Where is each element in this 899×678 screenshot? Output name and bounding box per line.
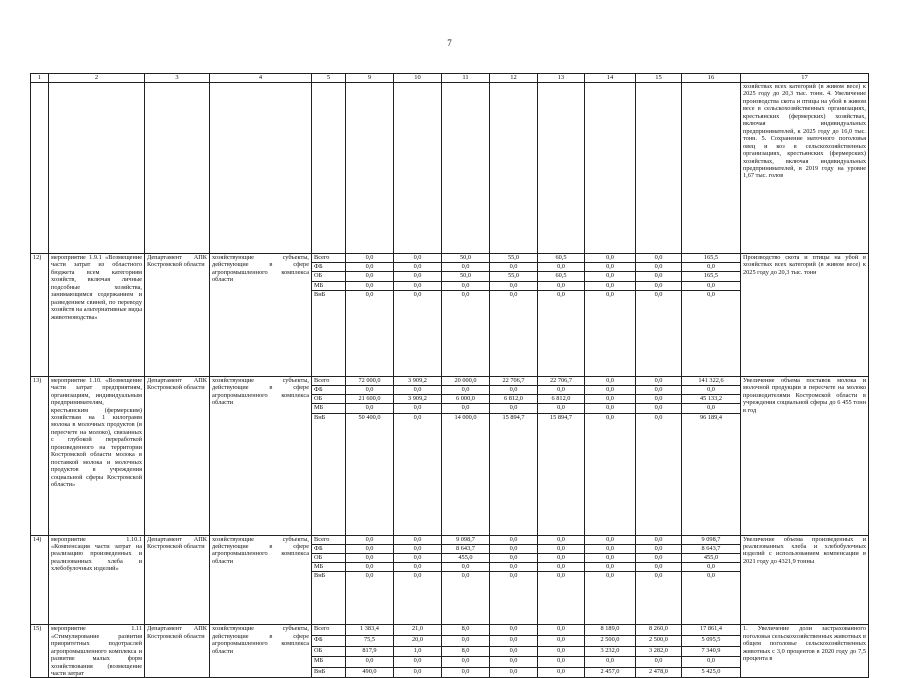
funding-source-label: МБ bbox=[312, 657, 346, 668]
carryover-empty-cell bbox=[49, 83, 145, 254]
amount-cell: 9 098,7 bbox=[442, 535, 490, 544]
funding-source-label: Всего bbox=[312, 376, 346, 385]
amount-cell: 0,0 bbox=[346, 263, 394, 272]
amount-cell: 0,0 bbox=[490, 625, 538, 636]
column-number-header: 3 bbox=[145, 74, 210, 83]
column-number-header: 10 bbox=[394, 74, 442, 83]
column-number-header: 16 bbox=[682, 74, 741, 83]
funding-source-label: ОБ bbox=[312, 646, 346, 657]
amount-cell: 0,0 bbox=[636, 413, 682, 535]
amount-cell: 6 000,0 bbox=[442, 395, 490, 404]
carryover-empty-cell bbox=[442, 83, 490, 254]
amount-cell: 5 095,5 bbox=[682, 635, 741, 646]
amount-cell: 0,0 bbox=[636, 563, 682, 572]
column-number-header: 12 bbox=[490, 74, 538, 83]
amount-cell: 0,0 bbox=[490, 572, 538, 625]
amount-cell: 0,0 bbox=[585, 272, 636, 281]
amount-cell: 0,0 bbox=[346, 404, 394, 413]
funding-source-label: ВнБ bbox=[312, 667, 346, 678]
amount-cell: 817,9 bbox=[346, 646, 394, 657]
amount-cell: 165,5 bbox=[682, 272, 741, 281]
amount-cell: 0,0 bbox=[682, 281, 741, 290]
amount-cell: 0,0 bbox=[394, 404, 442, 413]
funding-source-label: ФБ bbox=[312, 263, 346, 272]
funding-source-row bbox=[31, 625, 869, 636]
funding-source-row bbox=[31, 535, 869, 544]
amount-cell: 0,0 bbox=[346, 657, 394, 668]
amount-cell: 0,0 bbox=[442, 281, 490, 290]
participants-cell: хозяйствующие субъекты, действующие в сфере агропромышленного комплекса области bbox=[210, 376, 312, 535]
column-numbers-row bbox=[31, 74, 869, 83]
amount-cell: 0,0 bbox=[346, 254, 394, 263]
amount-cell: 8,0 bbox=[442, 646, 490, 657]
amount-cell: 3 232,0 bbox=[585, 646, 636, 657]
amount-cell: 0,0 bbox=[538, 535, 585, 544]
carryover-empty-cell bbox=[490, 83, 538, 254]
amount-cell: 0,0 bbox=[346, 553, 394, 562]
participants-cell: хозяйствующие субъекты, действующие в сфере агропромышленного комплекса области bbox=[210, 625, 312, 678]
amount-cell: 0,0 bbox=[394, 413, 442, 535]
amount-cell: 2 478,0 bbox=[636, 667, 682, 678]
amount-cell: 0,0 bbox=[538, 263, 585, 272]
amount-cell: 0,0 bbox=[585, 553, 636, 562]
amount-cell: 0,0 bbox=[394, 290, 442, 376]
amount-cell: 0,0 bbox=[585, 395, 636, 404]
amount-cell: 490,0 bbox=[346, 667, 394, 678]
measure-number-cell: 15) bbox=[31, 625, 49, 678]
expected-result-cell: Увеличение объема произведенных и реализованных хлеба и хлебобулочных изделий с использованием компенсации в 2021 году до 4321,9 тонны bbox=[741, 535, 869, 625]
amount-cell: 8,0 bbox=[442, 625, 490, 636]
column-number-header: 13 bbox=[538, 74, 585, 83]
amount-cell: 0,0 bbox=[490, 281, 538, 290]
amount-cell: 0,0 bbox=[585, 385, 636, 394]
executor-cell: Департамент АПК Костромской области bbox=[145, 254, 210, 377]
amount-cell: 22 706,7 bbox=[490, 376, 538, 385]
amount-cell: 0,0 bbox=[394, 553, 442, 562]
amount-cell: 0,0 bbox=[346, 385, 394, 394]
amount-cell: 0,0 bbox=[538, 572, 585, 625]
column-number-header: 5 bbox=[312, 74, 346, 83]
column-number-header: 9 bbox=[346, 74, 394, 83]
participants-cell: хозяйствующие субъекты, действующие в сфере агропромышленного комплекса области bbox=[210, 535, 312, 625]
amount-cell: 0,0 bbox=[346, 544, 394, 553]
executor-cell: Департамент АПК Костромской области bbox=[145, 376, 210, 535]
carryover-empty-cell bbox=[636, 83, 682, 254]
amount-cell: 50,0 bbox=[442, 254, 490, 263]
amount-cell: 0,0 bbox=[442, 263, 490, 272]
amount-cell: 0,0 bbox=[636, 395, 682, 404]
measure-description-cell: мероприятие 1.10. «Возмещение части затрат предприятиям, организациям, индивидуальным предпринимателям, крестьянским (фермерским) хозяйствам на 1 килограмм молока в молочных продуктов (в пересчете на молоко), связанных с глубокой переработкой произведенного на территории Костромской области молока в поставкой молока и молочных продуктов в учреждения социальной сферы Костромской области» bbox=[49, 376, 145, 535]
amount-cell: 0,0 bbox=[346, 563, 394, 572]
amount-cell: 22 706,7 bbox=[538, 376, 585, 385]
amount-cell: 0,0 bbox=[538, 404, 585, 413]
amount-cell: 1,0 bbox=[394, 646, 442, 657]
amount-cell: 0,0 bbox=[394, 667, 442, 678]
amount-cell: 7 340,9 bbox=[682, 646, 741, 657]
amount-cell: 72 000,0 bbox=[346, 376, 394, 385]
amount-cell: 0,0 bbox=[394, 535, 442, 544]
carryover-result-cell: хозяйствах всех категорий (в живом весе) к 2025 году до 20,3 тыс. тонн. 4. Увеличение производства скота и птицы на убой в живом весе в сельскохозяйственных организациях, крестьянских (фермерских) хозяйствах, включая индивидуальных предпринимателей, к 2025 году до 16,0 тыс. тонн. 5. Сохранение маточного поголовья овец и коз в сельскохозяйственных организациях, крестьянских (фермерских) хозяйствах, включая индивидуальных предпринимателей, в 2019 году на уровне 1,67 тыс. голов bbox=[741, 83, 869, 254]
amount-cell: 0,0 bbox=[585, 254, 636, 263]
page-number: 7 bbox=[447, 38, 452, 48]
measure-number-cell: 14) bbox=[31, 535, 49, 625]
amount-cell: 0,0 bbox=[636, 385, 682, 394]
amount-cell: 0,0 bbox=[636, 281, 682, 290]
amount-cell: 0,0 bbox=[538, 553, 585, 562]
amount-cell: 0,0 bbox=[636, 254, 682, 263]
funding-source-label: ФБ bbox=[312, 385, 346, 394]
expected-result-cell: Производство скота и птицы на убой в хозяйствах всех категорий (в живом весе) к 2025 году до 20,3 тыс. тонн bbox=[741, 254, 869, 377]
amount-cell: 0,0 bbox=[442, 657, 490, 668]
amount-cell: 0,0 bbox=[394, 657, 442, 668]
carryover-empty-cell bbox=[210, 83, 312, 254]
amount-cell: 0,0 bbox=[490, 263, 538, 272]
executor-cell: Департамент АПК Костромской области bbox=[145, 625, 210, 678]
amount-cell: 0,0 bbox=[682, 263, 741, 272]
amount-cell: 0,0 bbox=[442, 404, 490, 413]
funding-source-label: ОБ bbox=[312, 272, 346, 281]
funding-source-row bbox=[31, 376, 869, 385]
amount-cell: 8 260,0 bbox=[636, 625, 682, 636]
amount-cell: 55,0 bbox=[490, 272, 538, 281]
amount-cell: 8 643,7 bbox=[442, 544, 490, 553]
amount-cell: 3 282,0 bbox=[636, 646, 682, 657]
amount-cell: 60,5 bbox=[538, 272, 585, 281]
amount-cell: 0,0 bbox=[538, 281, 585, 290]
column-number-header: 14 bbox=[585, 74, 636, 83]
measure-number-cell: 13) bbox=[31, 376, 49, 535]
amount-cell: 0,0 bbox=[585, 281, 636, 290]
amount-cell: 0,0 bbox=[538, 667, 585, 678]
amount-cell: 0,0 bbox=[490, 385, 538, 394]
amount-cell: 0,0 bbox=[394, 263, 442, 272]
amount-cell: 0,0 bbox=[585, 572, 636, 625]
amount-cell: 0,0 bbox=[538, 635, 585, 646]
funding-source-label: МБ bbox=[312, 281, 346, 290]
carryover-empty-cell bbox=[394, 83, 442, 254]
amount-cell: 1 383,4 bbox=[346, 625, 394, 636]
funding-source-label: Всего bbox=[312, 535, 346, 544]
funding-source-label: ОБ bbox=[312, 553, 346, 562]
amount-cell: 0,0 bbox=[394, 572, 442, 625]
amount-cell: 14 000,0 bbox=[442, 413, 490, 535]
amount-cell: 55,0 bbox=[490, 254, 538, 263]
expected-result-cell: Увеличение объема поставок молока и молочной продукции в пересчете на молоко производителями Костромской области в учреждения социальной сферы до 6 455 тонн в год bbox=[741, 376, 869, 535]
funding-source-label: Всего bbox=[312, 254, 346, 263]
measure-description-cell: мероприятие 1.10.1 «Компенсация части затрат на реализацию произведенных и реализованных хлеба и хлебобулочных изделий» bbox=[49, 535, 145, 625]
column-number-header: 2 bbox=[49, 74, 145, 83]
amount-cell: 0,0 bbox=[585, 404, 636, 413]
funding-source-label: МБ bbox=[312, 563, 346, 572]
column-number-header: 11 bbox=[442, 74, 490, 83]
amount-cell: 0,0 bbox=[636, 404, 682, 413]
amount-cell: 0,0 bbox=[442, 385, 490, 394]
amount-cell: 45 133,2 bbox=[682, 395, 741, 404]
amount-cell: 0,0 bbox=[490, 563, 538, 572]
amount-cell: 0,0 bbox=[682, 290, 741, 376]
amount-cell: 0,0 bbox=[490, 657, 538, 668]
amount-cell: 455,0 bbox=[442, 553, 490, 562]
amount-cell: 15 894,7 bbox=[490, 413, 538, 535]
column-number-header: 4 bbox=[210, 74, 312, 83]
amount-cell: 21,0 bbox=[394, 625, 442, 636]
amount-cell: 0,0 bbox=[394, 272, 442, 281]
amount-cell: 0,0 bbox=[636, 535, 682, 544]
amount-cell: 0,0 bbox=[346, 290, 394, 376]
amount-cell: 20,0 bbox=[394, 635, 442, 646]
amount-cell: 0,0 bbox=[636, 553, 682, 562]
amount-cell: 0,0 bbox=[682, 563, 741, 572]
amount-cell: 50 400,0 bbox=[346, 413, 394, 535]
amount-cell: 0,0 bbox=[442, 290, 490, 376]
amount-cell: 2 457,0 bbox=[585, 667, 636, 678]
measure-description-cell: мероприятие 1.11 «Стимулирование развития приоритетных подотраслей агропромышленного комплекса и развитие малых форм хозяйствования (возмещение части затрат bbox=[49, 625, 145, 678]
funding-source-label: ВнБ bbox=[312, 413, 346, 535]
funding-source-row bbox=[31, 254, 869, 263]
carryover-empty-cell bbox=[346, 83, 394, 254]
measure-description-cell: мероприятие 1.9.1 «Возмещение части затрат из областного бюджета всем категориям хозяйств, включая личные подсобные хозяйства, занимающимся содержанием и разведением свиней, по переводу хозяйств на альтернативные виды животноводства» bbox=[49, 254, 145, 377]
amount-cell: 0,0 bbox=[490, 535, 538, 544]
amount-cell: 0,0 bbox=[585, 290, 636, 376]
carryover-empty-cell bbox=[145, 83, 210, 254]
amount-cell: 0,0 bbox=[490, 544, 538, 553]
amount-cell: 8 643,7 bbox=[682, 544, 741, 553]
amount-cell: 75,5 bbox=[346, 635, 394, 646]
amount-cell: 17 861,4 bbox=[682, 625, 741, 636]
amount-cell: 0,0 bbox=[490, 404, 538, 413]
column-number-header: 1 bbox=[31, 74, 49, 83]
amount-cell: 0,0 bbox=[394, 385, 442, 394]
funding-source-label: ОБ bbox=[312, 395, 346, 404]
amount-cell: 5 425,0 bbox=[682, 667, 741, 678]
funding-source-label: Всего bbox=[312, 625, 346, 636]
carryover-empty-cell bbox=[538, 83, 585, 254]
amount-cell: 0,0 bbox=[490, 290, 538, 376]
amount-cell: 0,0 bbox=[538, 385, 585, 394]
amount-cell: 0,0 bbox=[585, 376, 636, 385]
amount-cell: 20 000,0 bbox=[442, 376, 490, 385]
amount-cell: 141 322,6 bbox=[682, 376, 741, 385]
funding-source-label: ФБ bbox=[312, 544, 346, 553]
amount-cell: 15 894,7 bbox=[538, 413, 585, 535]
program-measures-table bbox=[30, 73, 869, 678]
amount-cell: 0,0 bbox=[490, 553, 538, 562]
carryover-row bbox=[31, 83, 869, 254]
amount-cell: 0,0 bbox=[394, 563, 442, 572]
funding-source-label: ВнБ bbox=[312, 572, 346, 625]
amount-cell: 0,0 bbox=[442, 667, 490, 678]
column-number-header: 17 bbox=[741, 74, 869, 83]
amount-cell: 0,0 bbox=[585, 657, 636, 668]
amount-cell: 50,0 bbox=[442, 272, 490, 281]
amount-cell: 6 812,0 bbox=[490, 395, 538, 404]
amount-cell: 0,0 bbox=[538, 544, 585, 553]
amount-cell: 0,0 bbox=[538, 657, 585, 668]
funding-source-label: МБ bbox=[312, 404, 346, 413]
amount-cell: 2 500,0 bbox=[585, 635, 636, 646]
carryover-empty-cell bbox=[312, 83, 346, 254]
carryover-empty-cell bbox=[31, 83, 49, 254]
amount-cell: 9 098,7 bbox=[682, 535, 741, 544]
amount-cell: 0,0 bbox=[490, 667, 538, 678]
amount-cell: 0,0 bbox=[585, 535, 636, 544]
amount-cell: 6 812,0 bbox=[538, 395, 585, 404]
amount-cell: 0,0 bbox=[538, 646, 585, 657]
amount-cell: 0,0 bbox=[636, 290, 682, 376]
amount-cell: 0,0 bbox=[442, 563, 490, 572]
amount-cell: 2 500,0 bbox=[636, 635, 682, 646]
amount-cell: 0,0 bbox=[585, 544, 636, 553]
amount-cell: 0,0 bbox=[490, 635, 538, 646]
amount-cell: 0,0 bbox=[682, 404, 741, 413]
amount-cell: 0,0 bbox=[346, 535, 394, 544]
amount-cell: 0,0 bbox=[442, 572, 490, 625]
amount-cell: 0,0 bbox=[636, 263, 682, 272]
funding-source-label: ВнБ bbox=[312, 290, 346, 376]
amount-cell: 0,0 bbox=[346, 272, 394, 281]
expected-result-cell: 1. Увеличение доли застрахованного поголовья сельскохозяйственных животных в общем поголовье сельскохозяйственных животных с 3,0 процентов в 2020 году до 7,5 процента в bbox=[741, 625, 869, 678]
amount-cell: 0,0 bbox=[490, 646, 538, 657]
column-number-header: 15 bbox=[636, 74, 682, 83]
amount-cell: 0,0 bbox=[538, 290, 585, 376]
amount-cell: 0,0 bbox=[636, 376, 682, 385]
amount-cell: 0,0 bbox=[636, 272, 682, 281]
measure-number-cell: 12) bbox=[31, 254, 49, 377]
amount-cell: 8 189,0 bbox=[585, 625, 636, 636]
amount-cell: 455,0 bbox=[682, 553, 741, 562]
amount-cell: 0,0 bbox=[394, 281, 442, 290]
amount-cell: 3 909,2 bbox=[394, 376, 442, 385]
amount-cell: 0,0 bbox=[636, 544, 682, 553]
amount-cell: 0,0 bbox=[682, 572, 741, 625]
amount-cell: 0,0 bbox=[682, 657, 741, 668]
amount-cell: 0,0 bbox=[585, 413, 636, 535]
participants-cell: хозяйствующие субъекты, действующие в сфере агропромышленного комплекса области bbox=[210, 254, 312, 377]
carryover-empty-cell bbox=[585, 83, 636, 254]
amount-cell: 0,0 bbox=[636, 657, 682, 668]
amount-cell: 21 600,0 bbox=[346, 395, 394, 404]
table-body bbox=[31, 74, 869, 678]
amount-cell: 3 909,2 bbox=[394, 395, 442, 404]
amount-cell: 0,0 bbox=[585, 563, 636, 572]
funding-source-label: ФБ bbox=[312, 635, 346, 646]
amount-cell: 0,0 bbox=[538, 625, 585, 636]
amount-cell: 165,5 bbox=[682, 254, 741, 263]
amount-cell: 0,0 bbox=[636, 572, 682, 625]
amount-cell: 0,0 bbox=[346, 572, 394, 625]
amount-cell: 0,0 bbox=[442, 635, 490, 646]
carryover-empty-cell bbox=[682, 83, 741, 254]
amount-cell: 0,0 bbox=[682, 385, 741, 394]
amount-cell: 96 189,4 bbox=[682, 413, 741, 535]
amount-cell: 0,0 bbox=[585, 263, 636, 272]
amount-cell: 0,0 bbox=[394, 254, 442, 263]
amount-cell: 0,0 bbox=[538, 563, 585, 572]
amount-cell: 0,0 bbox=[394, 544, 442, 553]
executor-cell: Департамент АПК Костромской области bbox=[145, 535, 210, 625]
amount-cell: 60,5 bbox=[538, 254, 585, 263]
amount-cell: 0,0 bbox=[346, 281, 394, 290]
